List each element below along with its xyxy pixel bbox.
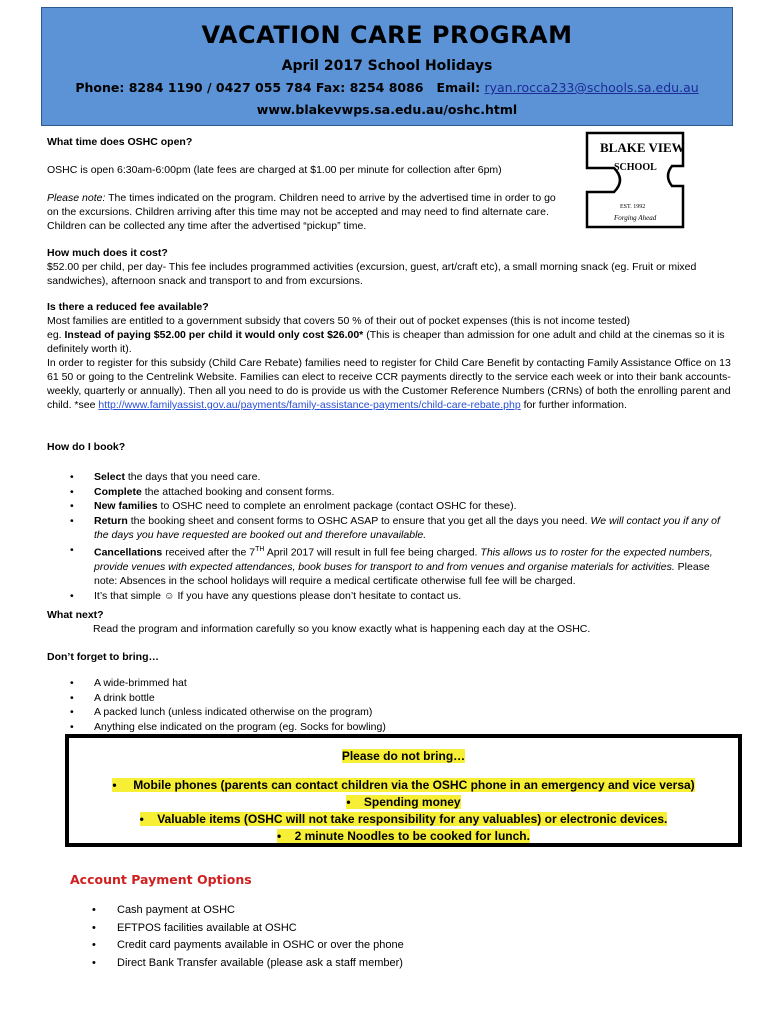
not-bring-item: • 2 minute Noodles to be cooked for lunch. <box>277 829 530 843</box>
list-item: • A wide-brimmed hat <box>70 677 187 689</box>
reduced-section <box>47 300 732 412</box>
logo-name: BLAKE VIEW <box>600 140 685 155</box>
not-bring-heading: Please do not bring… <box>341 749 466 763</box>
list-item: • Anything else indicated on the program (eg. Socks for bowling) <box>70 720 386 733</box>
reduced-bold: Instead of paying $52.00 per child it would only cost $26.00* <box>64 329 364 341</box>
reduced-register-text: In order to register for this subsidy (Child Care Rebate) families need to register for Child Care Benefit by contacting Family Assistance Office on 13 61 50 or going to the Centrelink Website. Families can elect to receive CCR payments directly to the service each week or into their bank accounts-weekly, quarterly or annually). Then all you need to do is provide us with the Customer Reference Numbers (CRNs) of both the enrolling parent and child. *see <box>47 357 731 411</box>
list-item: • Select the days that you need care. <box>70 471 261 483</box>
list-item: • A packed lunch (unless indicated otherwise on the program) <box>70 706 373 718</box>
logo-motto: Forging Ahead <box>614 214 657 222</box>
bring-section <box>47 650 732 734</box>
reduced-eg: eg. <box>47 329 65 341</box>
list-item: • Cancellations received after the 7TH April 2017 will result in full fee being charged. This allows us to roster for the expected numbers, provide venues with expected attendances, book buses for transport to and from venues and organise materials for activities. Please note: Absences in the school holidays will require a medical certificate otherwise full fee will be charged. <box>70 543 713 587</box>
item-bold: Select <box>94 471 125 483</box>
website-link[interactable]: www.blakevwps.sa.edu.au/oshc.html <box>256 102 518 117</box>
cancel-sup: TH <box>255 545 265 553</box>
bring-item: Anything else indicated on the program (eg. Socks for bowling) <box>94 720 386 733</box>
family-assist-link[interactable]: http://www.familyassist.gov.au/payments/family-assistance-payments/child-care-rebate.php <box>98 399 521 411</box>
list-item: • It’s that simple ☺ If you have any questions please don’t hesitate to contact us. <box>70 589 462 602</box>
contact-line <box>42 80 732 95</box>
next-heading: What next? <box>47 609 104 621</box>
cancel-italic: This allows us to roster for the expected numbers, provide venues with expected attendances, book buses for transport to and from venues and organise materials for activities. <box>94 546 713 573</box>
item-text: the days that you need care. <box>124 471 261 483</box>
not-bring-text: Valuable items (OSHC will not take responsibility for any valuables) or electronic devices. <box>157 812 668 826</box>
page-title: VACATION CARE PROGRAM <box>201 21 573 49</box>
payment-item: Credit card payments available in OSHC or over the phone <box>117 939 404 951</box>
list-item: • Cash payment at OSHC <box>92 904 235 916</box>
payment-heading: Account Payment Options <box>70 872 252 887</box>
cancel-text2: April 2017 will result in full fee being charged. <box>264 546 481 558</box>
item-italic: We will contact you if any of the days you have requested are booked out and therefore unavailable. <box>94 514 720 541</box>
not-bring-text: 2 minute Noodles to be cooked for lunch. <box>294 829 530 843</box>
list-item: • Direct Bank Transfer available (please ask a staff member) <box>92 956 403 969</box>
reduced-heading: Is there a reduced fee available? <box>47 301 209 313</box>
book-heading: How do I book? <box>47 441 126 453</box>
simple-text: It’s that simple ☺ If you have any questions please don’t hesitate to contact us. <box>94 589 462 602</box>
payment-list <box>72 902 404 972</box>
cancel-tail: Please note: Absences in the school holidays will require a medical certificate otherwise full fee will be charged. <box>94 560 710 587</box>
item-text: the attached booking and consent forms. <box>141 485 335 498</box>
cancel-text1: received after the 7 <box>162 546 256 558</box>
note-text: The times indicated on the program. Children need to arrive by the advertised time in order to go on the excursions. Children arriving after this time may not be accepted and may need to find alternate care. Children can be collected any time after the advertised “pickup” time. <box>47 192 556 232</box>
item-text: the booking sheet and consent forms to OSHC ASAP to ensure that you get all the days you need. <box>127 514 591 527</box>
cost-heading: How much does it cost? <box>47 247 168 259</box>
logo-school: SCHOOL <box>614 162 657 173</box>
bring-item: A drink bottle <box>94 691 155 704</box>
reduced-after: (This is cheaper than admission for one adult and child at the cinemas so it is definitely worth it). <box>47 329 725 355</box>
book-list <box>47 470 732 603</box>
payment-item: Cash payment at OSHC <box>117 904 235 916</box>
page-subtitle: April 2017 School Holidays <box>281 58 493 74</box>
not-bring-item: • Valuable items (OSHC will not take responsibility for any valuables) or electronic devices. <box>139 812 668 826</box>
payment-item: EFTPOS facilities available at OSHC <box>117 921 297 934</box>
list-item: • Complete the attached booking and consent forms. <box>70 485 335 498</box>
contact-phone-fax: Phone: 8284 1190 / 0427 055 784 Fax: 8254 8086 Email: <box>75 80 485 95</box>
bring-item: A packed lunch (unless indicated otherwise on the program) <box>94 706 373 718</box>
reduced-example <box>47 328 732 356</box>
cancel-bold: Cancellations <box>94 546 163 558</box>
not-bring-item: • Mobile phones (parents can contact children via the OSHC phone in an emergency and vice versa) <box>112 778 695 792</box>
not-bring-text: Mobile phones (parents can contact children via the OSHC phone in an emergency and vice versa) <box>133 778 695 792</box>
bring-item: A wide-brimmed hat <box>94 677 187 689</box>
next-section <box>47 608 732 636</box>
open-text: OSHC is open 6:30am-6:00pm (late fees are charged at $1.00 per minute for collection after 6pm) <box>47 164 502 176</box>
cost-text: $52.00 per child, per day- This fee includes programmed activities (excursion, guest, art/craft etc), a small morning snack (eg. Fruit or mixed sandwiches), afternoon snack and transport to and from excursions. <box>47 261 697 287</box>
cost-section <box>47 246 732 288</box>
book-section <box>47 440 732 603</box>
list-item: • EFTPOS facilities available at OSHC <box>92 921 297 934</box>
payment-item: Direct Bank Transfer available (please ask a staff member) <box>117 956 403 969</box>
list-item: • A drink bottle <box>70 691 155 704</box>
do-not-bring-box <box>65 734 742 847</box>
email-link[interactable]: ryan.rocca233@schools.sa.edu.au <box>484 80 699 95</box>
note-paragraph <box>47 191 557 233</box>
list-item: • New families to OSHC need to complete an enrolment package (contact OSHC for these). <box>70 500 517 512</box>
logo-est: EST. 1992 <box>620 204 646 210</box>
open-section <box>47 135 732 177</box>
reduced-register <box>47 356 732 412</box>
reduced-line1: Most families are entitled to a government subsidy that covers 50 % of their out of pocket expenses (this is not income tested) <box>47 315 631 327</box>
next-text: Read the program and information carefully so you know exactly what is happening each day at the OSHC. <box>93 623 591 635</box>
item-bold: Complete <box>94 485 142 498</box>
item-bold: Return <box>94 514 128 527</box>
item-bold: New families <box>94 500 158 512</box>
reduced-tail: for further information. <box>520 399 627 411</box>
list-item: • Credit card payments available in OSHC or over the phone <box>92 939 404 951</box>
note-label: Please note: <box>47 192 106 204</box>
not-bring-text: Spending money <box>363 795 461 809</box>
page-header <box>41 7 733 126</box>
list-item: • Return the booking sheet and consent forms to OSHC ASAP to ensure that you get all the days you need. We will contact you if any of the days you have requested are booked out and therefore unavailable. <box>70 514 720 541</box>
item-text: to OSHC need to complete an enrolment package (contact OSHC for these). <box>157 500 517 512</box>
not-bring-item: • Spending money <box>346 795 461 809</box>
open-heading: What time does OSHC open? <box>47 136 193 148</box>
bring-list <box>47 676 732 734</box>
bring-heading: Don’t forget to bring… <box>47 651 159 663</box>
